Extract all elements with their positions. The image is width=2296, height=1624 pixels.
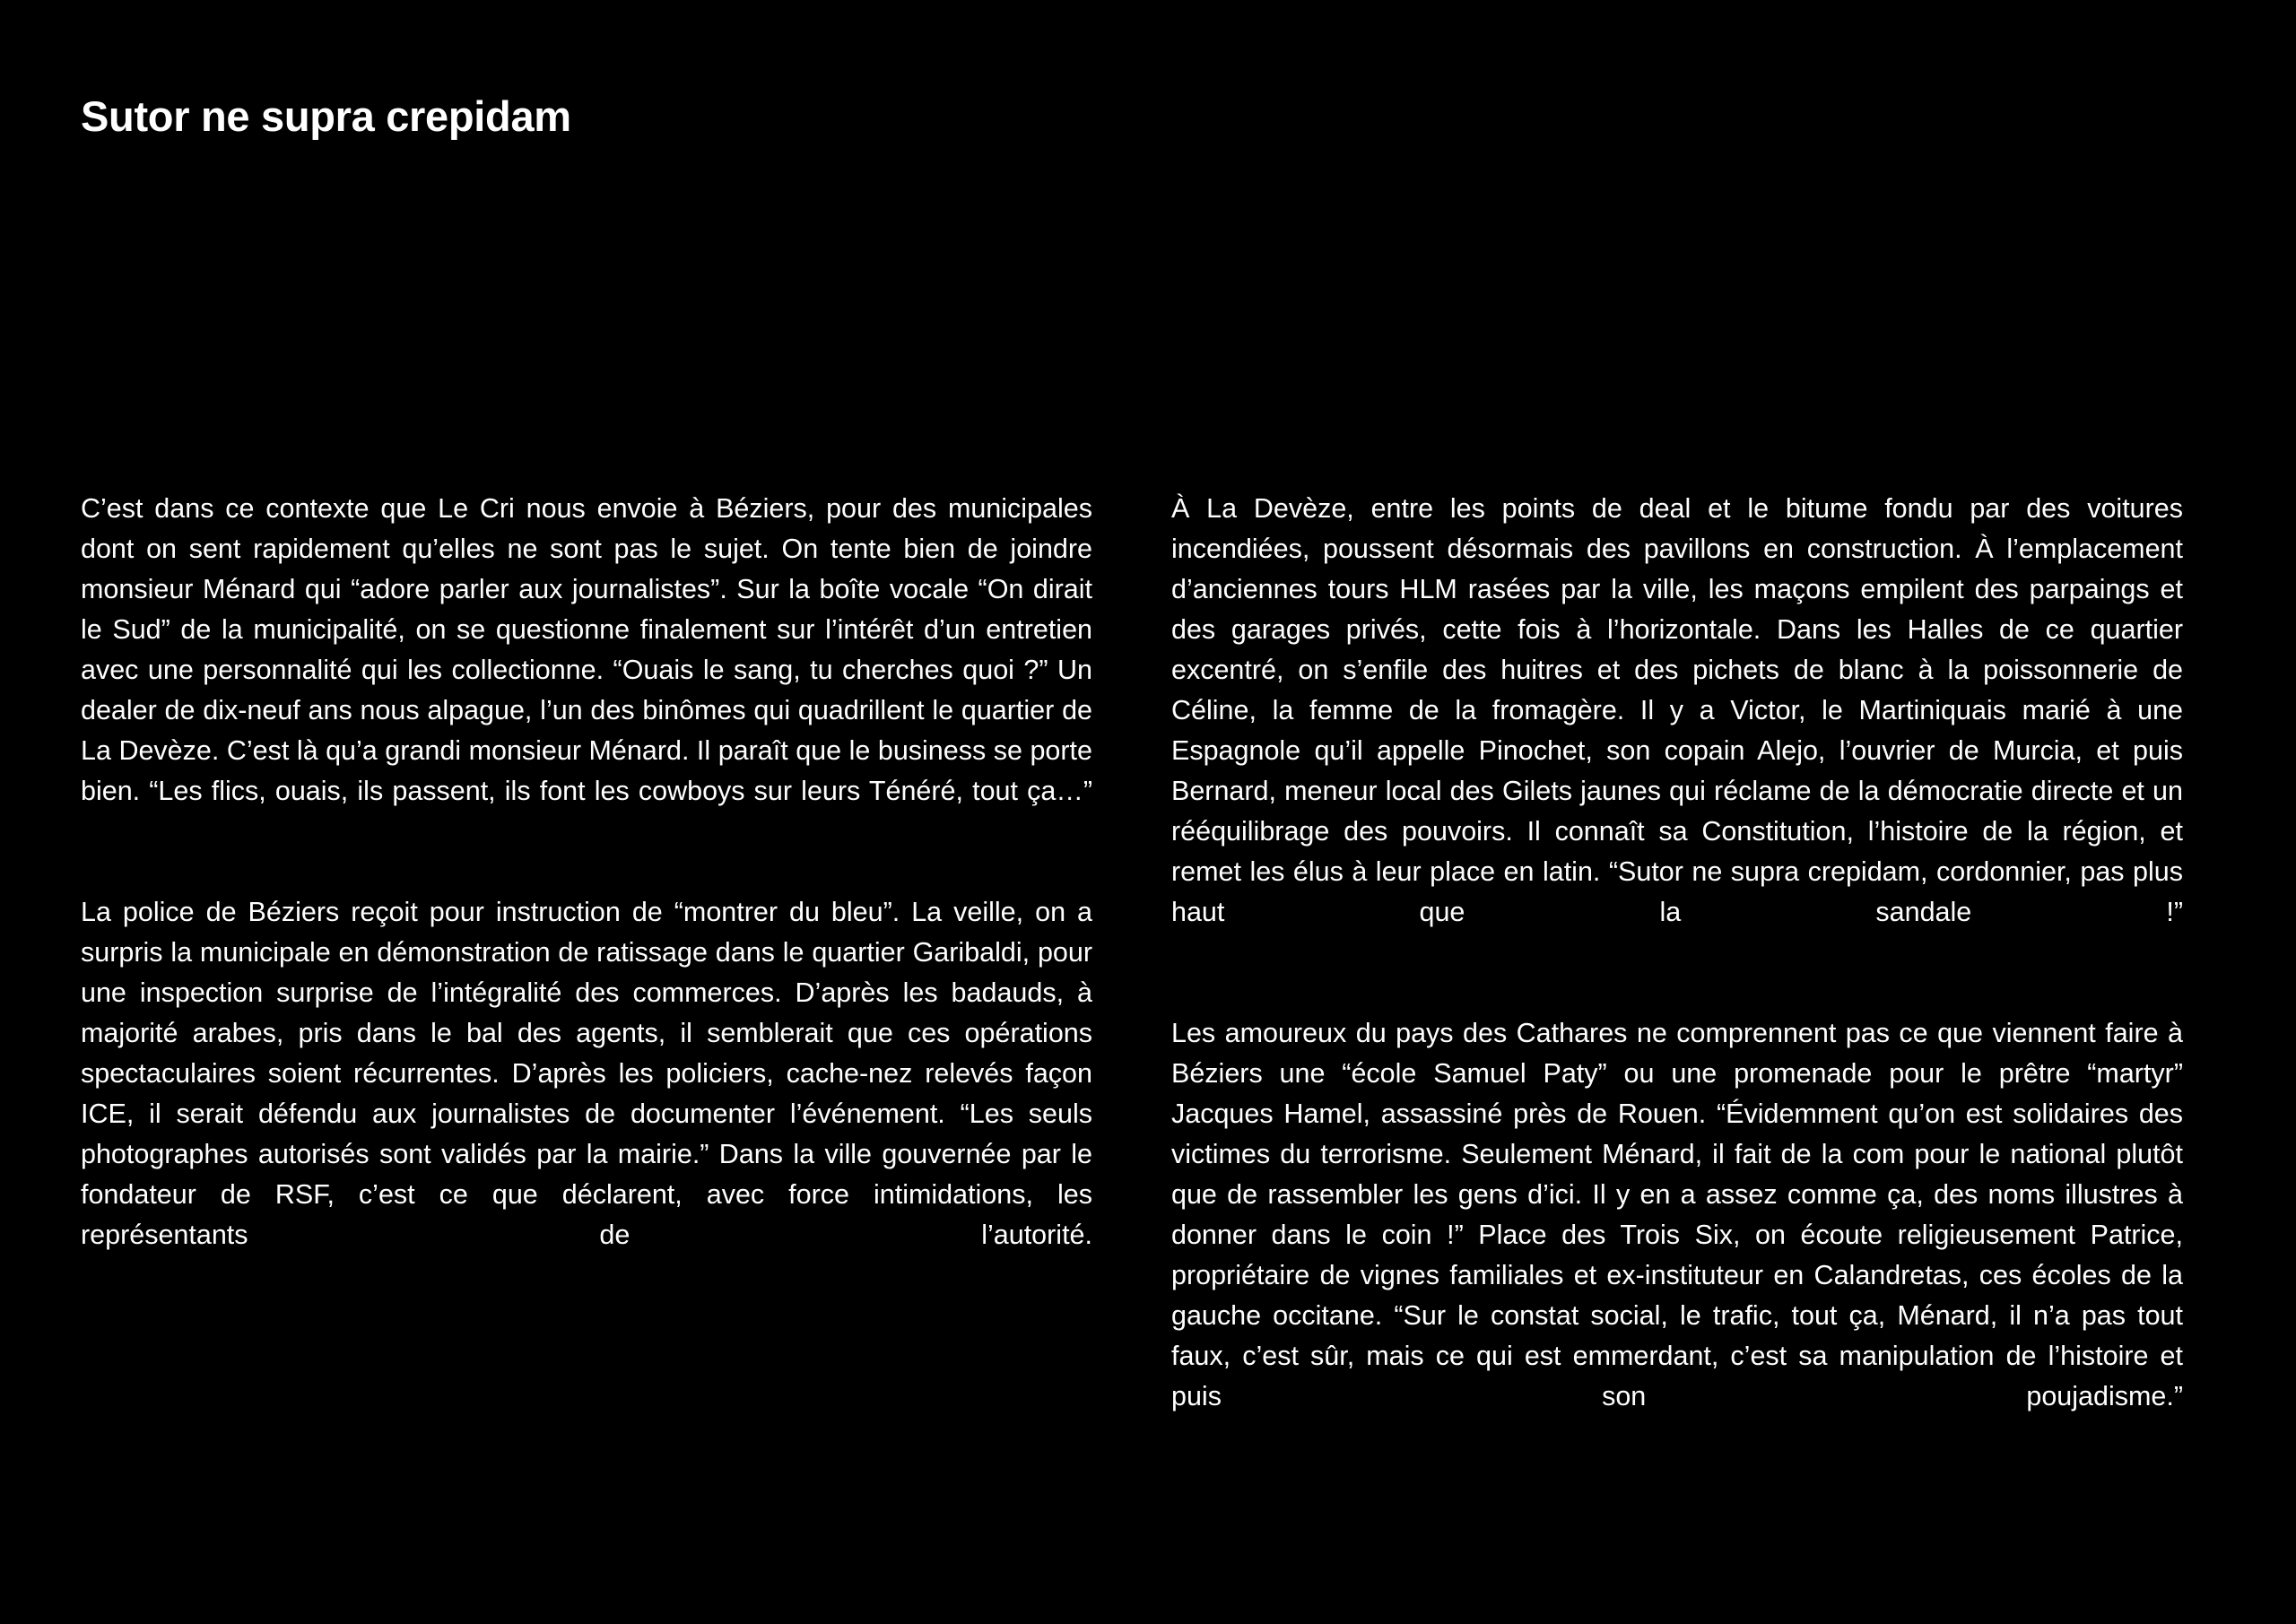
left-column bbox=[81, 489, 1092, 1296]
right-column bbox=[1171, 489, 2183, 1457]
paragraph: La police de Béziers reçoit pour instruction de “montrer du bleu”. La veille, on a surpris la municipale en démonstration de ratissage dans le quartier Garibaldi, pour une inspection surprise de l’intégralité des commerces. D’après les badauds, à majorité arabes, pris dans le bal des agents, il semblerait que ces opérations spectaculaires soient récurrentes. D’après les policiers, cache-nez relevés façon ICE, il serait défendu aux journalistes de documenter l’événement. “Les seuls photographes autorisés sont validés par la mairie.” Dans la ville gouvernée par le fondateur de RSF, c’est ce que déclarent, avec force intimidations, les représentants de l’autorité. bbox=[81, 897, 1092, 1250]
paragraph: À La Devèze, entre les points de deal et le bitume fondu par des voitures incendiées, poussent désormais des pavillons en construction. À l’emplacement d’anciennes tours HLM rasées par la ville, les maçons empilent des parpaings et des garages privés, cette fois à l’horizontale. Dans les Halles de ce quartier excentré, on s’enfile des huitres et des pichets de blanc à la poissonnerie de Céline, la femme de la fromagère. Il y a Victor, le Martiniquais marié à une Espagnole qu’il appelle Pinochet, son copain Alejo, l’ouvrier de Murcia, et puis Bernard, meneur local des Gilets jaunes qui réclame de la démocratie directe et un rééquilibrage des pouvoirs. Il connaît sa Constitution, l’histoire de la région, et remet les élus à leur place en latin. “Sutor ne supra crepidam, cordonnier, pas plus haut que la sandale !” bbox=[1171, 493, 2183, 927]
paragraph: C’est dans ce contexte que Le Cri nous envoie à Béziers, pour des municipales dont on sent rapidement qu’elles ne sont pas le sujet. On tente bien de joindre monsieur Ménard qui “adore parler aux journalistes”. Sur la boîte vocale “On dirait le Sud” de la municipalité, on se questionne finalement sur l’intérêt d’un entretien avec une personnalité qui les collectionne. “Ouais le sang, tu cherches quoi ?” Un dealer de dix-neuf ans nous alpague, l’un des binômes qui quadrillent le quartier de La Devèze. C’est là qu’a grandi monsieur Ménard. Il paraît que le business se porte bien. “Les flics, ouais, ils passent, ils font les cowboys sur leurs Ténéré, tout ça…” bbox=[81, 493, 1092, 806]
page-title: Sutor ne supra crepidam bbox=[81, 92, 571, 141]
article-body bbox=[81, 489, 2183, 1457]
paragraph: Les amoureux du pays des Cathares ne comprennent pas ce que viennent faire à Béziers une “école Samuel Paty” ou une promenade pour le prêtre “martyr” Jacques Hamel, assassiné près de Rouen. “Évidemment qu’on est solidaires des victimes du terrorisme. Seulement Ménard, il fait de la com pour le national plutôt que de rassembler les gens d’ici. Il y en a assez comme ça, des noms illustres à donner dans le coin !” Place des Trois Six, on écoute religieusement Patrice, propriétaire de vignes familiales et ex-instituteur en Calandretas, ces écoles de la gauche occitane. “Sur le constat social, le trafic, tout ça, Ménard, il n’a pas tout faux, c’est sûr, mais ce qui est emmerdant, c’est sa manipulation de l’histoire et puis son poujadisme.” bbox=[1171, 1018, 2183, 1411]
